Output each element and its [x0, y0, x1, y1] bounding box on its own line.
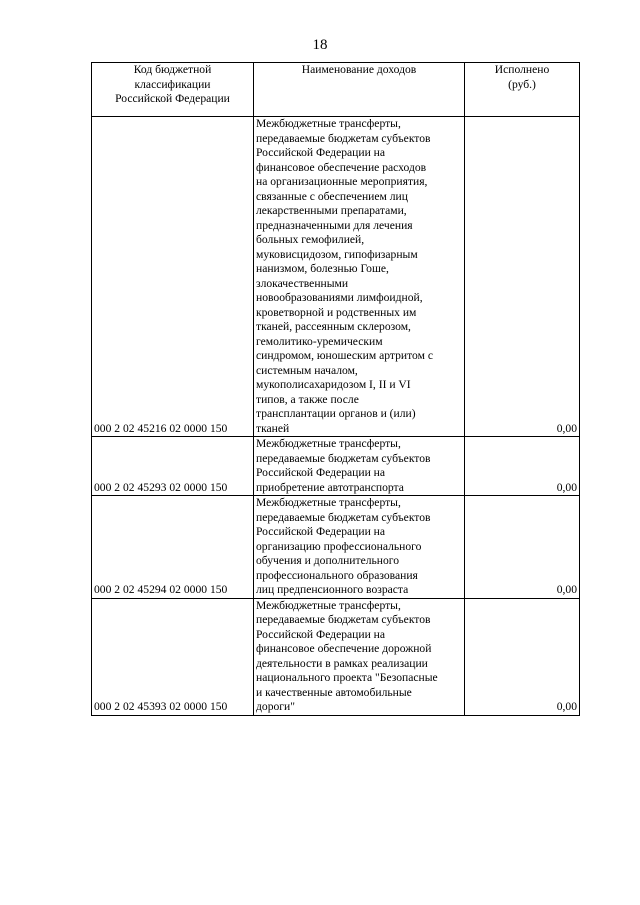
- executed-amount-cell: 0,00: [465, 437, 580, 496]
- budget-revenue-table: [91, 62, 580, 716]
- header-executed: [465, 63, 580, 117]
- executed-amount-cell: 0,00: [465, 496, 580, 599]
- table-row: [92, 598, 580, 715]
- executed-amount-cell: 0,00: [465, 598, 580, 715]
- revenue-name-cell: Межбюджетные трансферты, передаваемые бюджетам субъектов Российской Федерации на финансовое обеспечение расходов на организационные мероприятия, связанные с обеспечением лиц лекарственными препаратами, предназначенными для лечения больных гемофилией, муковисцидозом, гипофизарным нанизмом, болезнью Гоше, злокачественными новообразованиями лимфоидной, кроветворной и родственных им тканей, рассеянным склерозом, гемолитико-уремическим синдромом, юношеским артритом с системным началом, мукополисахаридозом I, II и VI типов, а также после трансплантации органов и (или) тканей: [254, 117, 465, 437]
- header-revenue-name: [254, 63, 465, 117]
- header-executed-label: Исполнено (руб.): [494, 63, 550, 91]
- budget-code-cell: 000 2 02 45216 02 0000 150: [92, 117, 254, 437]
- revenue-name-cell: Межбюджетные трансферты, передаваемые бюджетам субъектов Российской Федерации на организацию профессионального обучения и дополнительного профессионального образования лиц предпенсионного возраста: [254, 496, 465, 599]
- table-row: [92, 117, 580, 437]
- budget-code-cell: 000 2 02 45294 02 0000 150: [92, 496, 254, 599]
- table-row: [92, 437, 580, 496]
- page-number: 18: [312, 37, 328, 53]
- revenue-name-cell: Межбюджетные трансферты, передаваемые бюджетам субъектов Российской Федерации на финансовое обеспечение дорожной деятельности в рамках реализации национального проекта "Безопасные и качественные автомобильные дороги": [254, 598, 465, 715]
- header-budget-code: [92, 63, 254, 117]
- header-revenue-name-label: Наименование доходов: [301, 63, 417, 76]
- header-budget-code-label: Код бюджетной классификации Российской Федерации: [115, 63, 230, 105]
- table-row: [92, 496, 580, 599]
- budget-code-cell: 000 2 02 45393 02 0000 150: [92, 598, 254, 715]
- revenue-name-cell: Межбюджетные трансферты, передаваемые бюджетам субъектов Российской Федерации на приобретение автотранспорта: [254, 437, 465, 496]
- table-header-row: [92, 63, 580, 117]
- budget-code-cell: 000 2 02 45293 02 0000 150: [92, 437, 254, 496]
- executed-amount-cell: 0,00: [465, 117, 580, 437]
